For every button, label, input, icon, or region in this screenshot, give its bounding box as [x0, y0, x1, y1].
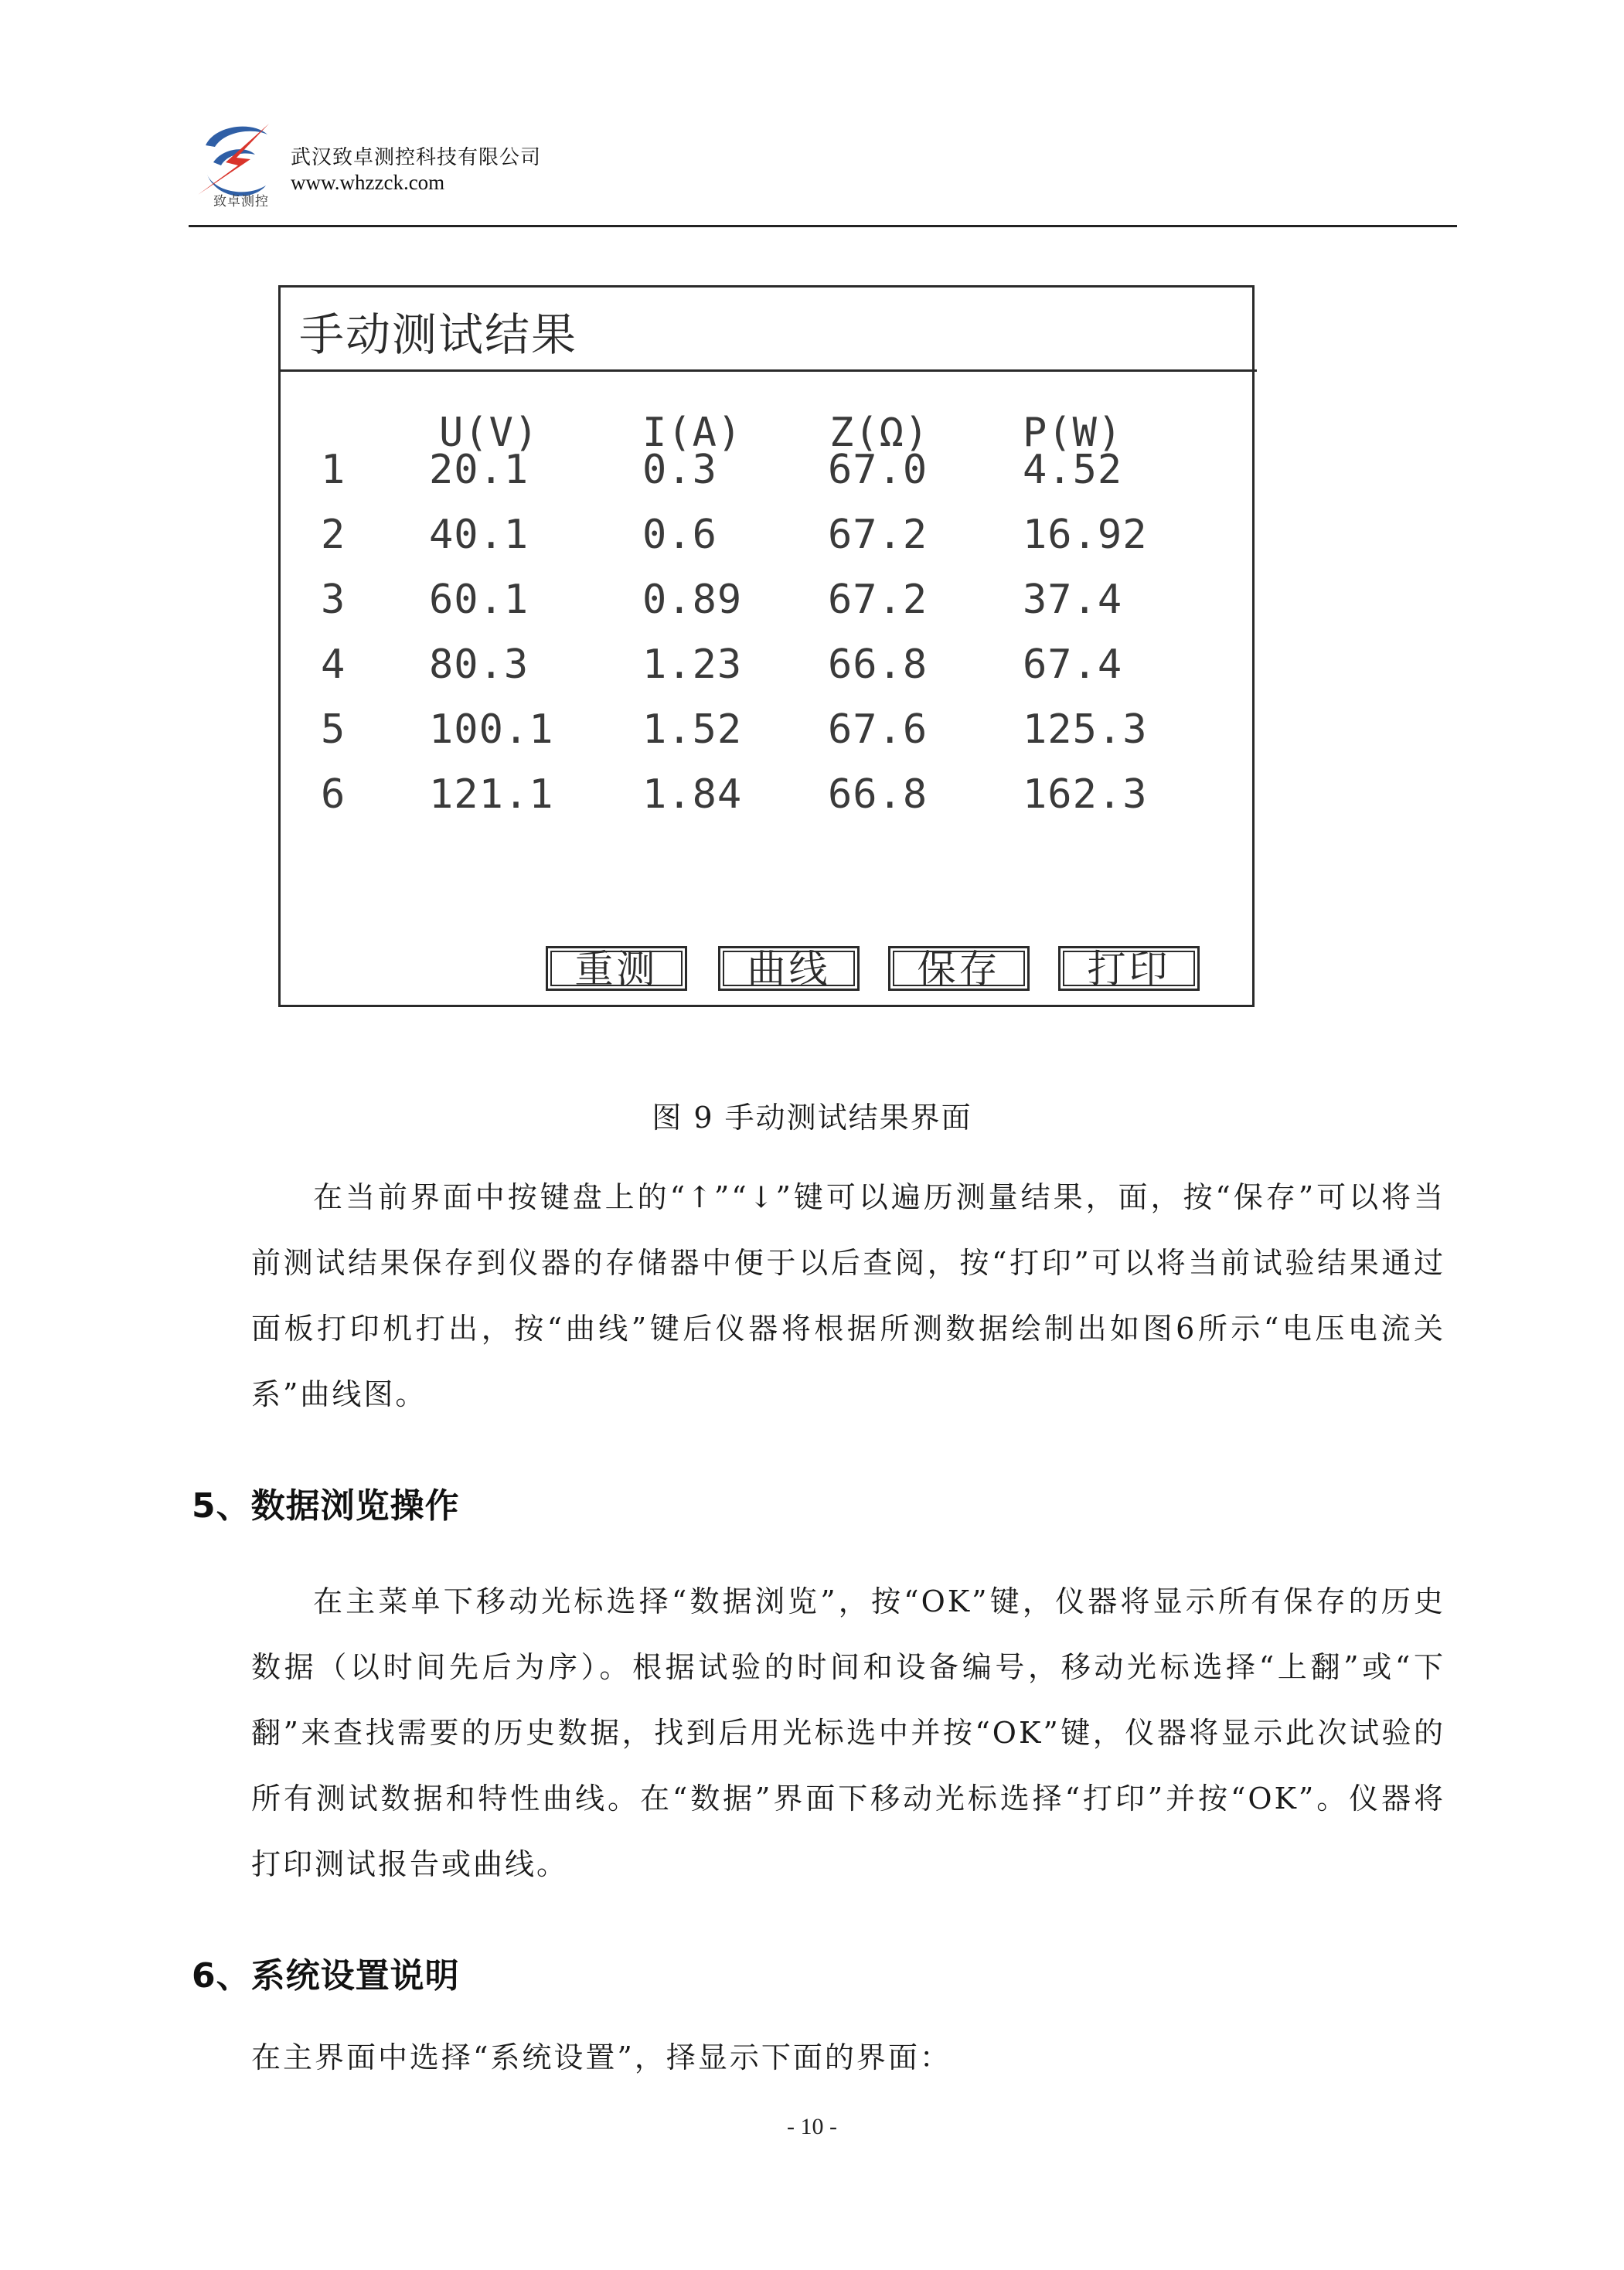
- row-index: 6: [321, 771, 346, 818]
- company-website: www.whzzck.com: [291, 171, 445, 194]
- column-header-p: P(W): [1023, 410, 1123, 456]
- logo-caption: 致卓测控: [213, 194, 269, 209]
- save-button[interactable]: 保存: [888, 946, 1030, 991]
- row-index: 4: [321, 642, 346, 688]
- company-name: 武汉致卓测控科技有限公司: [291, 146, 542, 169]
- page-header: [0, 0, 1624, 232]
- cell-current: 1.23: [642, 642, 743, 688]
- section-heading-data-browse: 5、数据浏览操作: [192, 1486, 460, 1526]
- cell-power: 4.52: [1023, 447, 1123, 493]
- cell-impedance: 67.2: [828, 512, 928, 558]
- cell-power: 67.4: [1023, 642, 1123, 688]
- cell-voltage: 20.1: [429, 447, 529, 493]
- cell-current: 0.89: [642, 577, 743, 623]
- row-index: 3: [321, 577, 346, 623]
- page-number: - 10 -: [787, 2114, 837, 2139]
- row-index: 1: [321, 447, 346, 493]
- cell-impedance: 67.6: [828, 706, 928, 753]
- cell-power: 162.3: [1023, 771, 1148, 818]
- paragraph-system-settings: 在主界面中选择“系统设置”，择显示下面的界面：: [251, 2040, 952, 2074]
- cell-voltage: 121.1: [429, 771, 554, 818]
- cell-impedance: 67.0: [828, 447, 928, 493]
- row-index: 2: [321, 512, 346, 558]
- logo-bolt: [198, 124, 269, 195]
- cell-current: 1.52: [642, 706, 743, 753]
- cell-voltage: 80.3: [429, 642, 529, 688]
- column-header-i: I(A): [642, 410, 743, 456]
- column-header-z: Z(Ω): [829, 410, 930, 456]
- cell-voltage: 40.1: [429, 512, 529, 558]
- retest-button[interactable]: 重测: [546, 946, 687, 991]
- figure-caption: 图 9 手动测试结果界面: [652, 1101, 972, 1135]
- cell-impedance: 66.8: [828, 642, 928, 688]
- manual-test-result-screen: [278, 285, 1255, 1007]
- column-header-u: U(V): [439, 410, 540, 456]
- cell-current: 0.3: [642, 447, 717, 493]
- row-index: 5: [321, 706, 346, 753]
- screen-title-divider: [281, 369, 1257, 372]
- cell-power: 16.92: [1023, 512, 1148, 558]
- cell-voltage: 100.1: [429, 706, 554, 753]
- screen-title: 手动测试结果: [299, 308, 578, 361]
- cell-power: 37.4: [1023, 577, 1123, 623]
- cell-impedance: 67.2: [828, 577, 928, 623]
- cell-impedance: 66.8: [828, 771, 928, 818]
- header-divider: [189, 225, 1457, 227]
- paragraph-manual-result-instructions: 在当前界面中按键盘上的“↑”“↓”键可以遍历测量结果，面，按“保存”可以将当前测试结果保存到仪器的存储器中便于以后查阅，按“打印”可以将当前试验结果通过面板打印机打出，按“曲线”键后仪器将根据所测数据绘制出如图6所示“电压电流关系”曲线图。: [251, 1180, 1445, 1411]
- logo-swoosh-top: [206, 127, 267, 147]
- cell-power: 125.3: [1023, 706, 1148, 753]
- print-button[interactable]: 打印: [1058, 946, 1200, 991]
- curve-button[interactable]: 曲线: [718, 946, 860, 991]
- cell-voltage: 60.1: [429, 577, 529, 623]
- cell-current: 0.6: [642, 512, 717, 558]
- cell-current: 1.84: [642, 771, 743, 818]
- section-heading-system-settings: 6、系统设置说明: [192, 1956, 460, 1996]
- paragraph-data-browse: 在主菜单下移动光标选择“数据浏览”，按“OK”键，仪器将显示所有保存的历史数据（以时间先后为序）。根据试验的时间和设备编号，移动光标选择“上翻”或“下翻”来查找需要的历史数据，找到后用光标选中并按“OK”键，仪器将显示此次试验的所有测试数据和特性曲线。在“数据”界面下移动光标选择“打印”并按“OK”。仪器将打印测试报告或曲线。: [251, 1584, 1445, 1881]
